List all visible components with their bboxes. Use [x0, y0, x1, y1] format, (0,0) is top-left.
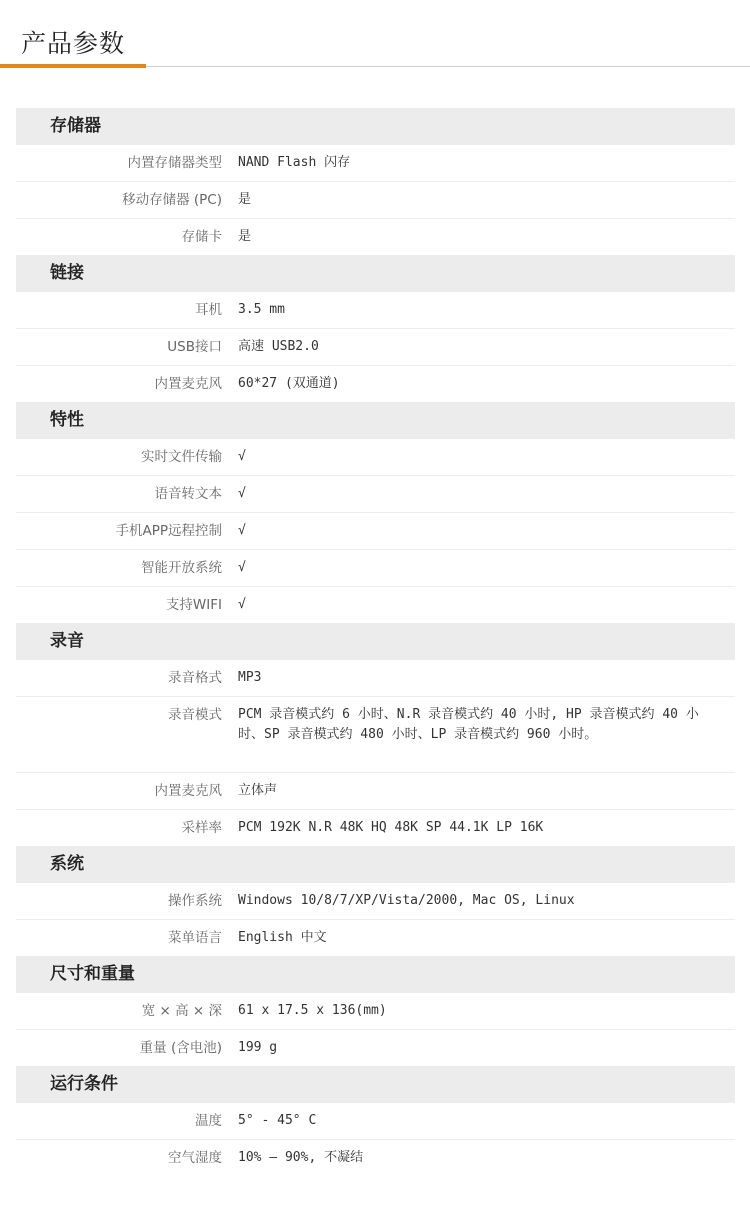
section-body — [16, 439, 735, 623]
spec-row — [16, 219, 735, 255]
spec-value: English 中文 — [238, 930, 327, 945]
spec-value: MP3 — [238, 670, 262, 685]
spec-row — [16, 1030, 735, 1066]
spec-value: Windows 10/8/7/XP/Vista/2000, Mac OS, Linux — [238, 893, 575, 908]
spec-label: 采样率 — [181, 820, 222, 836]
section-header: 录音 — [16, 623, 735, 660]
spec-label: USB接口 — [167, 339, 222, 355]
spec-row — [16, 773, 735, 810]
spec-value: 10% — 90%, 不凝结 — [238, 1150, 364, 1165]
spec-value: PCM 192K N.R 48K HQ 48K SP 44.1K LP 16K — [238, 820, 544, 835]
spec-value: 5° - 45° C — [238, 1113, 317, 1128]
spec-row — [16, 587, 735, 623]
spec-value: √ — [238, 523, 246, 538]
spec-label: 宽 × 高 × 深 — [141, 1003, 222, 1019]
spec-value: 是 — [238, 229, 252, 244]
spec-row — [16, 883, 735, 920]
spec-row — [16, 366, 735, 402]
section-header: 系统 — [16, 846, 735, 883]
spec-row — [16, 513, 735, 550]
spec-row — [16, 550, 735, 587]
spec-label: 录音模式 — [168, 707, 222, 723]
page-title: 产品参数 — [21, 29, 126, 58]
section-header: 特性 — [16, 402, 735, 439]
spec-label: 内置麦克风 — [154, 783, 222, 799]
spec-label: 空气湿度 — [168, 1150, 222, 1166]
spec-row — [16, 810, 735, 846]
spec-sections — [16, 108, 735, 1176]
spec-label: 操作系统 — [168, 893, 222, 909]
section-body — [16, 292, 735, 402]
spec-value: PCM 录音模式约 6 小时、N.R 录音模式约 40 小时, HP 录音模式约 40 小时、SP 录音模式约 480 小时、LP 录音模式约 960 小时。 — [238, 707, 699, 742]
spec-label: 存储卡 — [181, 229, 222, 245]
spec-row — [16, 439, 735, 476]
title-bar — [0, 0, 750, 67]
spec-row — [16, 697, 735, 773]
section-body — [16, 660, 735, 846]
spec-label: 支持WIFI — [165, 597, 222, 613]
spec-row — [16, 920, 735, 956]
spec-row — [16, 1103, 735, 1140]
spec-row — [16, 660, 735, 697]
spec-label: 内置存储器类型 — [127, 155, 222, 171]
spec-value: √ — [238, 597, 246, 612]
spec-label: 重量 (含电池) — [139, 1040, 222, 1056]
spec-value: NAND Flash 闪存 — [238, 155, 351, 170]
title-accent-bar — [0, 64, 146, 68]
spec-value: √ — [238, 486, 246, 501]
section-header: 运行条件 — [16, 1066, 735, 1103]
spec-value: 61 x 17.5 x 136(mm) — [238, 1003, 387, 1018]
spec-label: 手机APP远程控制 — [115, 523, 222, 539]
section-body — [16, 883, 735, 956]
section-body — [16, 145, 735, 255]
spec-row — [16, 182, 735, 219]
spec-label: 菜单语言 — [168, 930, 222, 946]
spec-row — [16, 292, 735, 329]
spec-row — [16, 145, 735, 182]
spec-value: 是 — [238, 192, 252, 207]
section-body — [16, 993, 735, 1066]
spec-label: 录音格式 — [168, 670, 222, 686]
spec-value: 3.5 mm — [238, 302, 285, 317]
spec-label: 智能开放系统 — [141, 560, 222, 576]
spec-label: 温度 — [195, 1113, 222, 1129]
spec-label: 内置麦克风 — [154, 376, 222, 392]
spec-label: 耳机 — [195, 302, 222, 318]
section-header: 链接 — [16, 255, 735, 292]
section-header: 存储器 — [16, 108, 735, 145]
spec-label: 语音转文本 — [154, 486, 222, 502]
section-header: 尺寸和重量 — [16, 956, 735, 993]
spec-row — [16, 1140, 735, 1176]
spec-value: √ — [238, 560, 246, 575]
spec-value: 高速 USB2.0 — [238, 339, 319, 354]
spec-value: 立体声 — [238, 783, 278, 798]
spec-value: 199 g — [238, 1040, 278, 1055]
section-body — [16, 1103, 735, 1176]
spec-row — [16, 993, 735, 1030]
spec-value: 60*27 (双通道) — [238, 376, 340, 391]
spec-value: √ — [238, 449, 246, 464]
spec-label: 移动存储器 (PC) — [122, 192, 222, 208]
spec-row — [16, 476, 735, 513]
spec-row — [16, 329, 735, 366]
spec-label: 实时文件传输 — [141, 449, 222, 465]
